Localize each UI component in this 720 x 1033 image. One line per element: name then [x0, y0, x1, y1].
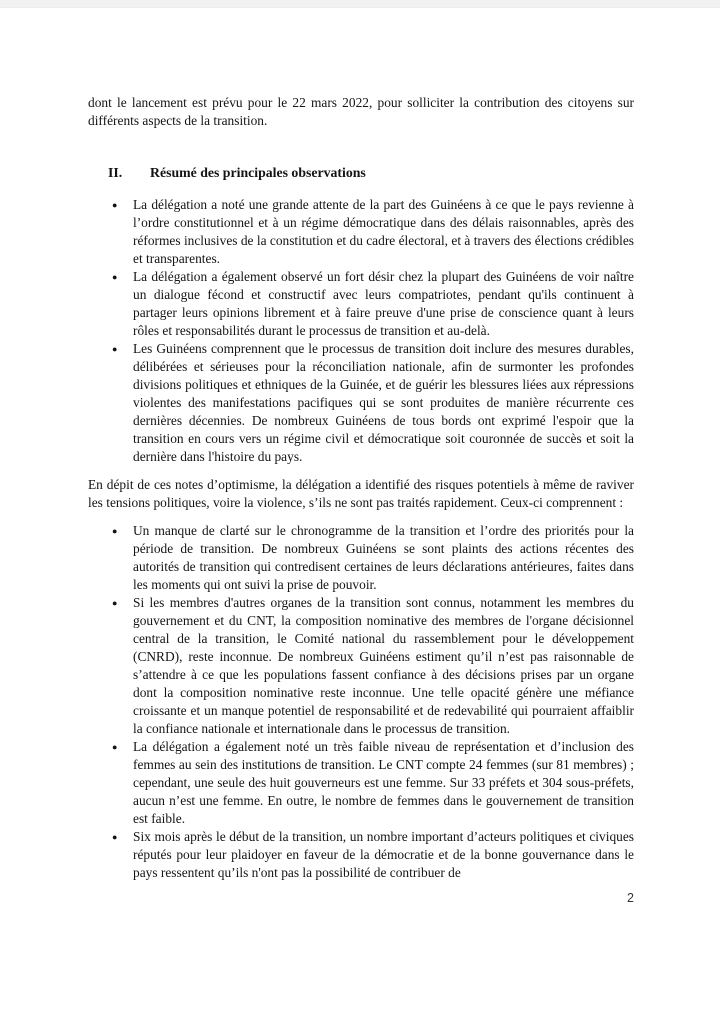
- bullet-icon: ●: [112, 272, 118, 282]
- viewer-top-bar: [0, 0, 720, 8]
- section-title: Résumé des principales observations: [150, 165, 366, 180]
- document-page: [0, 8, 720, 1033]
- bullet-icon: ●: [112, 598, 118, 608]
- intro-paragraph: dont le lancement est prévu pour le 22 mars 2022, pour solliciter la contribution des citoyens sur différents aspects de la transition.: [88, 95, 634, 128]
- list-item: [88, 196, 634, 268]
- bullet-text: La délégation a également noté un très faible niveau de représentation et d’inclusion des femmes au sein des institutions de transition. Le CNT compte 24 femmes (sur 81 membres) ; cependant, une seule des huit gouverneurs est une femme. Sur 33 préfets et 304 sous-préfets, aucun n’est une femme. En outre, le nombre de femmes dans le gouvernement de transition est faible.: [133, 739, 634, 826]
- list-item: [88, 828, 634, 882]
- section-numeral: II.: [108, 165, 123, 180]
- bullet-text: Six mois après le début de la transition, un nombre important d’acteurs politiques et civiques réputés pour leur plaidoyer en faveur de la démocratie et de la bonne gouvernance dans le pays ressentent qu’ils n'ont pas la possibilité de contribuer de: [133, 829, 634, 880]
- risks-list: [88, 522, 634, 882]
- list-item: [88, 522, 634, 594]
- observations-list: [88, 196, 634, 466]
- list-item: [88, 738, 634, 828]
- bullet-text: Si les membres d'autres organes de la transition sont connus, notamment les membres du gouvernement et du CNT, la composition nominative des membres de l'organe décisionnel central de la transition, le Comité national du rassemblement pour le développement (CNRD), reste inconnue. De nombreux Guinéens estiment qu’il n’est pas raisonnable de s’attendre à ce que les populations fassent confiance à des décisions prises par un organe dont la composition nominative reste inconnue. Une telle opacité génère une méfiance croissante et un manque potentiel de responsabilité et de redevabilité qui pourraient affaiblir la confiance nationale et internationale dans le processus de transition.: [133, 595, 634, 736]
- list-item: [88, 594, 634, 738]
- section-heading: [88, 164, 634, 182]
- bullet-icon: ●: [112, 832, 118, 842]
- bullet-icon: ●: [112, 742, 118, 752]
- bullet-text: La délégation a noté une grande attente de la part des Guinéens à ce que le pays revienne à l’ordre constitutionnel et à un régime démocratique dans des délais raisonnables, après des réformes inclusives de la constitution et du cadre électoral, et à travers des élections crédibles et transparentes.: [133, 197, 634, 266]
- bullet-icon: ●: [112, 200, 118, 210]
- risks-intro-paragraph: En dépit de ces notes d’optimisme, la délégation a identifié des risques potentiels à même de raviver les tensions politiques, voire la violence, s’ils ne sont pas traités rapidement. Ceux-ci comprennent :: [88, 477, 634, 510]
- list-item: [88, 340, 634, 466]
- bullet-icon: ●: [112, 344, 118, 354]
- bullet-text: La délégation a également observé un fort désir chez la plupart des Guinéens de voir naître un dialogue fécond et constructif avec leurs compatriotes, pendant qu'ils continuent à partager leurs opinions librement et à faire preuve d'une prise de conscience quant à leurs rôles et responsabilités durant le processus de transition et au-delà.: [133, 269, 634, 338]
- page-number: 2: [627, 891, 634, 905]
- bullet-text: Les Guinéens comprennent que le processus de transition doit inclure des mesures durables, délibérées et sérieuses pour la réconciliation nationale, afin de surmonter les profondes divisions politiques et ethniques de la Guinée, et de guérir les blessures liées aux répressions violentes des manifestations pacifiques qui se sont produites de manière récurrente ces dernières décennies. De nombreux Guinéens de tous bords ont exprimé l'espoir que la transition en cours vers un régime civil et démocratique soit couronnée de succès et soit la dernière dans l'histoire du pays.: [133, 341, 634, 464]
- bullet-text: Un manque de clarté sur le chronogramme de la transition et l’ordre des priorités pour la période de transition. De nombreux Guinéens se sont plaints des actions récentes des autorités de transition qui contredisent certaines de leurs déclarations antérieures, faites dans les moments qui ont suivi la prise de pouvoir.: [133, 523, 634, 592]
- list-item: [88, 268, 634, 340]
- bullet-icon: ●: [112, 526, 118, 536]
